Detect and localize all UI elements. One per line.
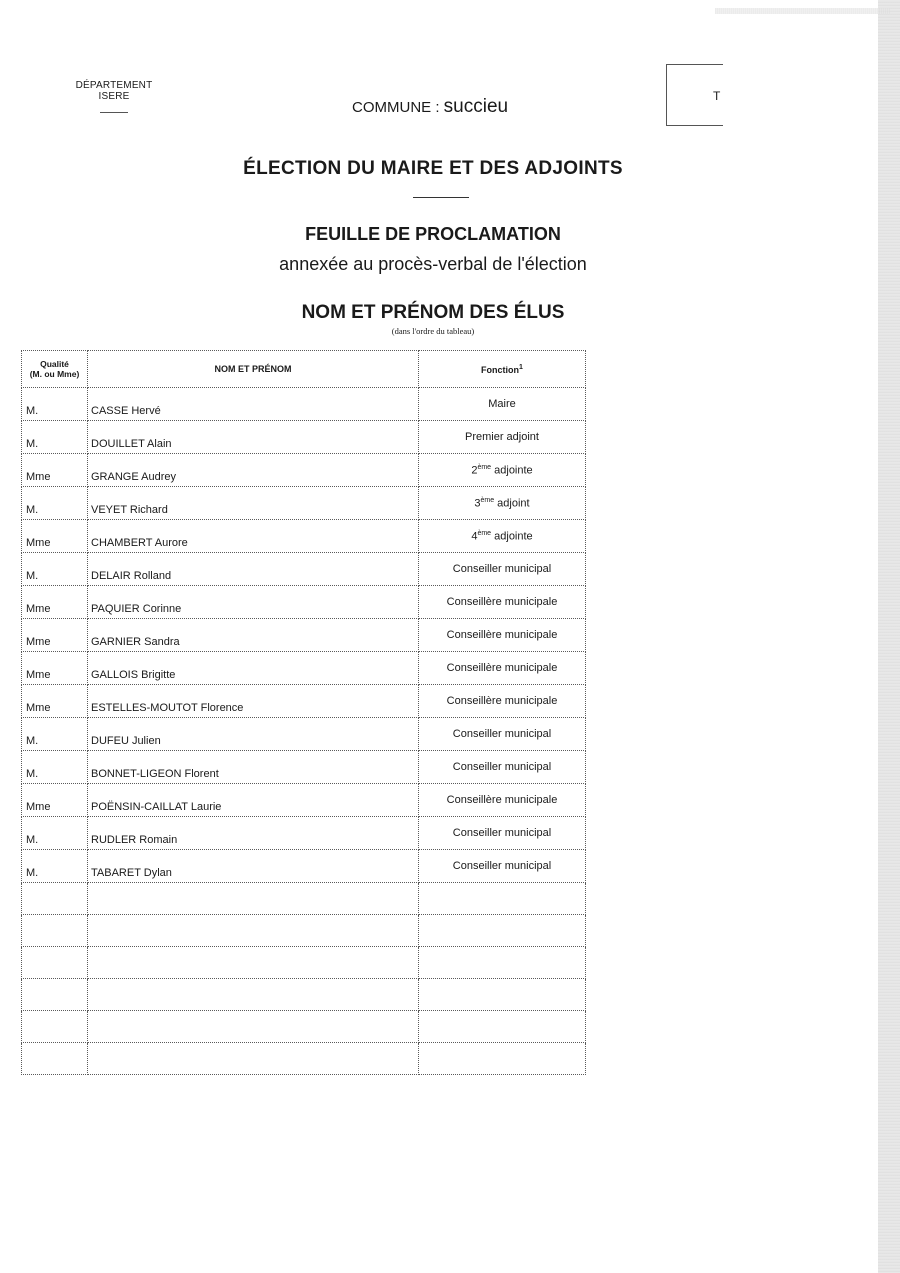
empty-cell [88,883,419,915]
table-row [22,520,586,553]
department-label: DÉPARTEMENT [75,80,153,91]
row-qualite: Mme [22,685,88,718]
empty-cell [88,915,419,947]
table-row [22,487,586,520]
row-fonction [419,619,586,652]
row-qualite: Mme [22,520,88,553]
empty-cell [419,915,586,947]
row-nom-prenom: VEYET Richard [88,487,419,520]
row-nom-prenom: GARNIER Sandra [88,619,419,652]
header-fonction-label: Fonction [481,364,520,375]
empty-cell [22,1043,88,1075]
header-fonction [419,351,586,388]
row-nom-prenom: GRANGE Audrey [88,454,419,487]
empty-table-row [22,883,586,915]
empty-cell [22,1011,88,1043]
empty-cell [419,947,586,979]
scan-edge-right [878,0,900,1273]
elected-officials-table [21,350,586,1075]
empty-table-row [22,1011,586,1043]
row-nom-prenom: ESTELLES-MOUTOT Florence [88,685,419,718]
row-fonction-text: Conseillère municipale [446,629,558,641]
row-qualite: M. [22,553,88,586]
empty-cell [419,979,586,1011]
corner-box [666,64,723,126]
row-fonction-text: Premier adjoint [465,431,539,443]
scan-edge-top [715,8,890,14]
row-fonction-text: Conseillère municipale [446,695,558,707]
section-note: (dans l'ordre du tableau) [391,326,475,336]
row-fonction-text: Maire [488,398,516,410]
department-rule [100,112,128,113]
empty-table-row [22,947,586,979]
empty-cell [88,947,419,979]
row-fonction-ordinal: ème [477,463,492,471]
row-nom-prenom: DUFEU Julien [88,718,419,751]
row-fonction [419,718,586,751]
commune-label: COMMUNE : [352,99,440,116]
row-qualite: M. [22,751,88,784]
commune-line [352,96,508,118]
row-nom-prenom: DOUILLET Alain [88,421,419,454]
row-fonction [419,685,586,718]
row-fonction-text: Conseiller municipal [452,860,552,872]
row-fonction [419,751,586,784]
row-qualite: Mme [22,652,88,685]
row-fonction [419,454,586,487]
row-qualite: M. [22,718,88,751]
table-row [22,421,586,454]
table-row [22,685,586,718]
corner-text: T [713,89,721,103]
row-fonction-text: 3 [474,497,481,510]
table-row [22,652,586,685]
row-fonction-text: Conseiller municipal [452,728,552,740]
row-nom-prenom: DELAIR Rolland [88,553,419,586]
row-fonction [419,487,586,520]
row-fonction [419,586,586,619]
row-fonction-suffix: adjoint [494,497,530,510]
row-fonction-text: Conseillère municipale [446,662,558,674]
department-block [60,80,168,113]
row-fonction-suffix: adjointe [491,464,533,477]
row-nom-prenom: BONNET-LIGEON Florent [88,751,419,784]
row-nom-prenom: TABARET Dylan [88,850,419,883]
row-qualite: M. [22,421,88,454]
row-qualite: M. [22,487,88,520]
row-qualite: M. [22,817,88,850]
row-qualite: M. [22,388,88,421]
table-row [22,850,586,883]
row-nom-prenom: CHAMBERT Aurore [88,520,419,553]
row-fonction [419,388,586,421]
row-fonction [419,817,586,850]
page-title: ÉLECTION DU MAIRE ET DES ADJOINTS [243,158,623,179]
row-fonction [419,652,586,685]
row-fonction-suffix: adjointe [491,530,533,543]
table-row [22,619,586,652]
row-qualite: Mme [22,784,88,817]
table-row [22,718,586,751]
header-qualite-label: Qualité [40,359,69,369]
row-fonction-text: Conseiller municipal [452,827,552,839]
department-name: ISERE [98,91,130,102]
row-qualite: Mme [22,454,88,487]
empty-table-row [22,915,586,947]
empty-cell [22,883,88,915]
empty-cell [22,915,88,947]
row-fonction [419,520,586,553]
table-row [22,388,586,421]
table-row [22,817,586,850]
row-nom-prenom: GALLOIS Brigitte [88,652,419,685]
row-fonction-text: 2 [471,464,478,477]
row-fonction-ordinal: ème [477,529,492,537]
table-row [22,553,586,586]
annex-line: annexée au procès-verbal de l'élection [279,254,587,274]
empty-cell [88,1043,419,1075]
section-title: NOM ET PRÉNOM DES ÉLUS [301,302,565,323]
title-divider [413,197,469,198]
empty-cell [419,1011,586,1043]
header-qualite [22,351,88,388]
row-fonction-ordinal: ème [480,496,495,504]
row-nom-prenom: POËNSIN-CAILLAT Laurie [88,784,419,817]
page-subtitle: FEUILLE DE PROCLAMATION [305,224,561,244]
row-fonction [419,553,586,586]
empty-table-row [22,979,586,1011]
header-nom: NOM ET PRÉNOM [88,351,419,388]
row-qualite: Mme [22,619,88,652]
row-fonction [419,421,586,454]
empty-cell [88,979,419,1011]
row-nom-prenom: PAQUIER Corinne [88,586,419,619]
row-fonction-text: 4 [471,530,478,543]
table-row [22,586,586,619]
table-row [22,751,586,784]
row-fonction-text: Conseiller municipal [452,761,552,773]
header-fonction-footnote: 1 [519,363,523,371]
row-qualite: M. [22,850,88,883]
row-qualite: Mme [22,586,88,619]
table-row [22,784,586,817]
row-fonction-text: Conseillère municipale [446,596,558,608]
header-qualite-sub: (M. ou Mme) [29,369,80,379]
commune-name: succieu [443,96,509,117]
row-nom-prenom: CASSE Hervé [88,388,419,421]
row-fonction-text: Conseillère municipale [446,794,558,806]
empty-cell [419,1043,586,1075]
table-header-row [22,351,586,388]
table-row [22,454,586,487]
empty-cell [419,883,586,915]
row-fonction [419,784,586,817]
empty-cell [88,1011,419,1043]
empty-table-row [22,1043,586,1075]
row-fonction-text: Conseiller municipal [452,563,552,575]
row-fonction [419,850,586,883]
empty-cell [22,947,88,979]
row-nom-prenom: RUDLER Romain [88,817,419,850]
empty-cell [22,979,88,1011]
